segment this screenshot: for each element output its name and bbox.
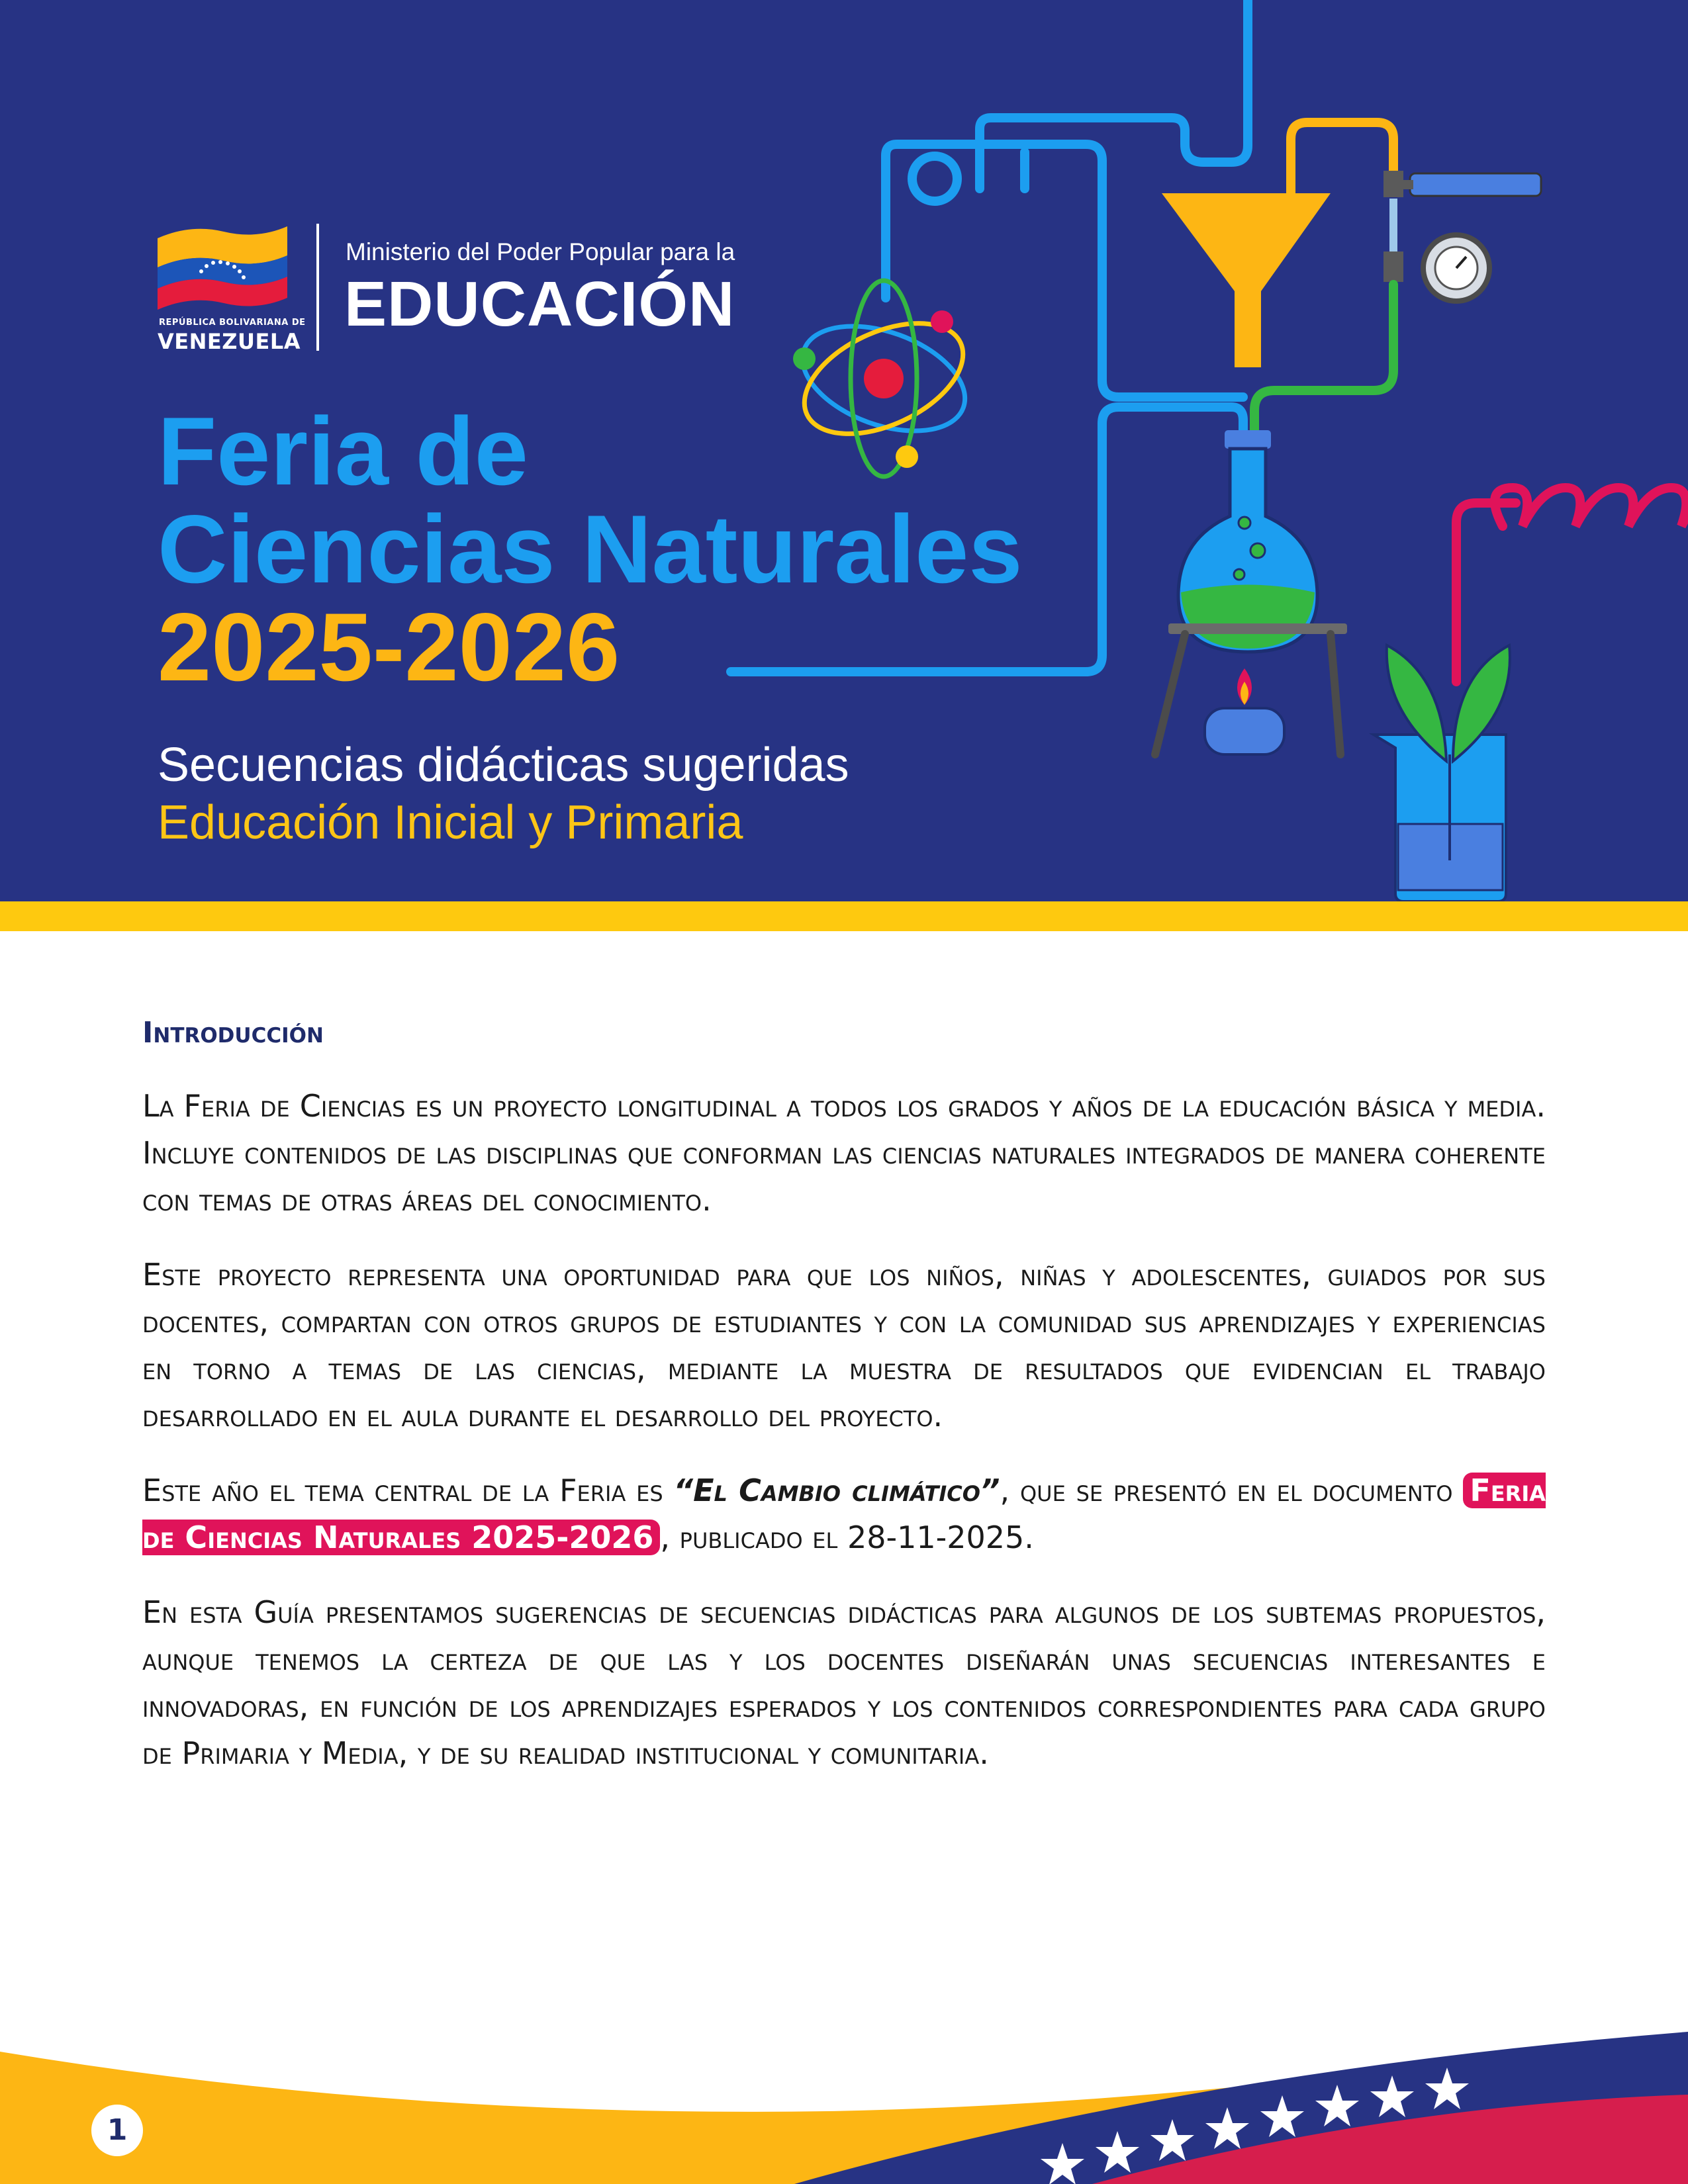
page-number: 1 [91, 2105, 143, 2156]
logo-divider [316, 224, 319, 351]
flask-bubble [1250, 543, 1265, 558]
burner-icon [1205, 708, 1284, 754]
green-pipe [1254, 285, 1393, 437]
footer-flag-wave [0, 2012, 1688, 2184]
introduction-heading: Introducción [142, 1016, 324, 1050]
introduction-paragraph-2: Este proyecto representa una oportunidad para que los niños, niñas y adolescentes, guiados por sus docentes, compartan con otros grupos de estudiantes y con la comunidad sus aprendizajes y experiencias en torno a temas de las ciencias, mediante la muestra de resultados que evidencian el trabajo desarrollado en el aula durante el desarrollo del proyecto. [142, 1257, 1546, 1433]
paragraph3-middle: , que se presentó en el documento [1000, 1473, 1464, 1508]
pink-coil [1456, 488, 1688, 682]
flask-stopper [1225, 430, 1271, 449]
atom-electron [931, 310, 953, 333]
flask-bubble [1234, 569, 1244, 580]
atom-nucleus [864, 359, 904, 398]
funnel-shape [1162, 193, 1331, 367]
country-label: VENEZUELA [158, 329, 301, 354]
atom-electron [793, 347, 816, 370]
flask-bubble [1239, 517, 1250, 529]
cover-subtitle: Secuencias didácticas sugeridas [158, 739, 849, 792]
atom-electron [896, 445, 918, 468]
cover-header [0, 0, 1688, 901]
header-yellow-band [0, 901, 1688, 931]
cover-title-line2: Ciencias Naturales [158, 495, 1023, 603]
cover-title-year: 2025-2026 [158, 593, 620, 701]
gauge-clamp [1383, 251, 1403, 282]
paragraph3-start: Este año el tema central de la Feria es [142, 1473, 674, 1508]
lab-tube-riser [980, 0, 1248, 189]
funnel-pipe [1291, 122, 1393, 193]
paragraph3-end: , publicado el 28-11-2025. [660, 1520, 1034, 1555]
document-link[interactable]: Feria de Ciencias Naturales 2025-2026 [142, 1473, 1546, 1555]
introduction-paragraph-3 [142, 1467, 1546, 1561]
ministry-line: Ministerio del Poder Popular para la [346, 238, 735, 265]
tripod-top [1168, 623, 1347, 634]
cover-title-line1: Feria de [158, 397, 528, 505]
introduction-body [142, 1083, 1546, 1805]
ministry-name: EDUCACIÓN [344, 269, 735, 340]
lab-tube-coil [912, 156, 957, 201]
valve-handle [1410, 173, 1541, 196]
introduction-paragraph-1: La Feria de Ciencias es un proyecto longitudinal a todos los grados y años de la educación básica y media. Incluye contenidos de las disciplinas que conforman las ciencias naturales integrados de manera coherente con temas de otras áreas del conocimiento. [142, 1088, 1546, 1218]
republica-label: REPÚBLICA BOLIVARIANA DE [159, 318, 306, 328]
valve-stem [1400, 180, 1413, 189]
central-theme: “El Cambio climático” [673, 1473, 1000, 1508]
introduction-paragraph-4: En esta Guía presentamos sugerencias de secuencias didácticas para algunos de los subtemas propuestos, aunque tenemos la certeza de que las y los docentes diseñarán unas secuencias interesantes e innovadoras, en función de los aprendizajes esperados y los contenidos correspondientes para cada grupo de Primaria y Media, y de su realidad institucional y comunitaria. [142, 1594, 1546, 1771]
venezuela-flag-logo [158, 224, 287, 310]
cover-subtitle-level: Educación Inicial y Primaria [158, 796, 743, 849]
